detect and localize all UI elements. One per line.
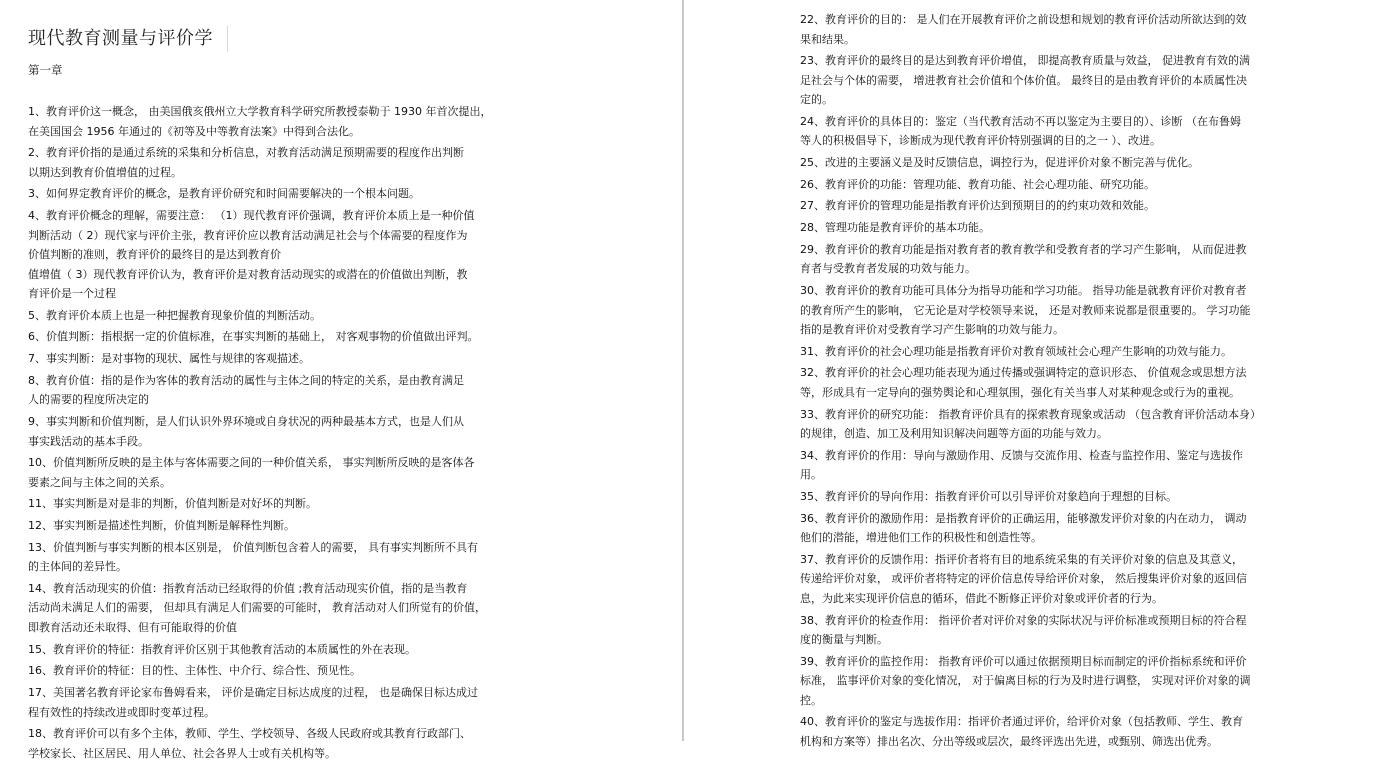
numbered-item: 11、事实判断是对是非的判断，价值判断是对好坏的判断。 <box>28 497 317 511</box>
numbered-item: 16、教育评价的特征：目的性、主体性、中介行、综合性、预见性。 <box>28 664 361 678</box>
document-page-left <box>0 0 682 760</box>
numbered-item: 24、教育评价的具体目的：鉴定（当代教育活动不再以鉴定为主要目的）、诊断 （在布鲁姆 等人的积极倡导下，诊断成为现代教育评价特别强调的目的之一 ）、改进。 <box>800 114 1241 148</box>
numbered-item: 9、事实判断和价值判断，是人们认识外界环境或自身状况的两种最基本方式，也是人们从 事实践活动的基本手段。 <box>28 415 464 448</box>
numbered-item: 28、管理功能是教育评价的基本功能。 <box>800 221 990 235</box>
numbered-item: 15、教育评价的特征：指教育评价区别于其他教育活动的本质属性的外在表现。 <box>28 642 416 656</box>
numbered-item: 39、教育评价的监控作用： 指教育评价可以通过依据预期目标而制定的评价指标系统和评价 标准， 监事评价对象的变化情况， 对于偏离目标的行为及时进行调整， 实现对评价对象的调 控。 <box>800 654 1251 707</box>
numbered-item: 30、教育评价的教育功能可具体分为指导功能和学习功能。 指导功能是就教育评价对教育者 的教育所产生的影响， 它无论是对学校领导来说， 还是对教师来说都是很重要的。 学习功能 指的是教育评价对受教育学习产生影响的功效与能力。 <box>800 284 1251 336</box>
numbered-item: 37、教育评价的反馈作用：指评价者将有目的地系统采集的有关评价对象的信息及其意义， 传递给评价对象， 或评价者将特定的评价信息传导给评价对象， 然后搜集评价对象的返回信 息，为此来实现评价信息的循环，借此不断修正评价对象或评价者的行为。 <box>800 552 1247 605</box>
numbered-item: 32、教育评价的社会心理功能表现为通过传播或强调特定的意识形态、 价值观念或思想方法 等，形成具有一定导向的强势舆论和心理氛围，强化有关当事人对某种观念或行为的重视。 <box>800 366 1247 399</box>
numbered-item: 13、价值判断与事实判断的根本区别是， 价值判断包含着人的需要， 具有事实判断所不具有 的主体间的差异性。 <box>28 540 478 574</box>
numbered-item: 6、价值判断：指根据一定的价值标准，在事实判断的基础上， 对客观事物的价值做出评判。 <box>28 330 479 344</box>
numbered-item: 23、教育评价的最终目的是达到教育评价增值， 即提高教育质量与效益， 促进教育有效的满 足社会与个体的需要， 增进教育社会价值和个体价值。 最终目的是由教育评价的本质属性决 定的。 <box>800 54 1250 107</box>
numbered-item: 33、教育评价的研究功能： 指教育评价具有的探索教育现象或活动 （包含教育评价活动本身） 的规律，创造、加工及利用知识解决问题等方面的功能与效力。 <box>800 407 1261 441</box>
chapter-heading: 第一章 <box>28 63 63 77</box>
numbered-item: 17、美国著名教育评论家布鲁姆看来， 评价是确定目标达成度的过程， 也是确保目标达成过 程有效性的持续改进或即时变革过程。 <box>28 686 478 719</box>
numbered-item: 35、教育评价的导向作用：指教育评价可以引导评价对象趋向于理想的目标。 <box>800 489 1177 503</box>
numbered-item: 40、教育评价的鉴定与选拔作用：指评价者通过评价，给评价对象（包括教师、学生、教育 机构和方案等）排出名次、分出等级或层次，最终评选出先进，或甄别、筛选出优秀。 <box>800 715 1243 748</box>
numbered-item: 36、教育评价的激励作用：是指教育评价的正确运用，能够激发评价对象的内在动力， 调动 他们的潜能，增进他们工作的积极性和创造性等。 <box>800 511 1247 545</box>
numbered-item: 34、教育评价的作用：导向与激励作用、反馈与交流作用、检查与监控作用、鉴定与选拔作 用。 <box>800 448 1243 482</box>
numbered-item: 4、教育评价概念的理解，需要注意： （1）现代教育评价强调，教育评价本质上是一种价值 判断活动（ 2）现代家与评价主张，教育评价应以教育活动满足社会与个体需要的程度作为 价值判断的准则，教育评价的最终目的是达到教育价 值增值（ 3）现代教育评价认为，教育评价是对教育活动现实的或潜在的价值做出判断，教 育评价是一个过程 <box>28 209 475 301</box>
numbered-item: 18、教育评价可以有多个主体，教师、学生、学校领导、各级人民政府或其教育行政部门、 学校家长、社区居民、用人单位、社会各界人士或有关机构等。 <box>28 727 471 760</box>
numbered-item: 5、教育评价本质上也是一种把握教育现象价值的判断活动。 <box>28 308 321 322</box>
numbered-item: 1、教育评价这一概念， 由美国俄亥俄州立大学教育科学研究所教授泰勒于 1930 年首次提出， 在美国国会 1956 年通过的《初等及中等教育法案》中得到合法化。 <box>28 105 492 138</box>
numbered-item: 25、改进的主要涵义是及时反馈信息，调控行为，促进评价对象不断完善与优化。 <box>800 156 1199 170</box>
numbered-item: 38、教育评价的检查作用： 指评价者对评价对象的实际状况与评价标准或预期目标的符合程 度的衡量与判断。 <box>800 613 1247 646</box>
numbered-item: 12、事实判断是描述性判断，价值判断是解释性判断。 <box>28 519 295 533</box>
numbered-item: 26、教育评价的功能：管理功能、教育功能、社会心理功能、研究功能。 <box>800 177 1155 191</box>
document-title: 现代教育测量与评价学 <box>28 26 228 52</box>
numbered-item: 10、价值判断所反映的是主体与客体需要之间的一种价值关系， 事实判断所反映的是客体各 要素之间与主体之间的关系。 <box>28 456 475 489</box>
numbered-item: 7、事实判断：是对事物的现状、属性与规律的客观描述。 <box>28 352 310 366</box>
numbered-item: 22、教育评价的目的： 是人们在开展教育评价之前设想和规划的教育评价活动所欲达到的效 果和结果。 <box>800 13 1247 46</box>
numbered-item: 8、教育价值：指的是作为客体的教育活动的属性与主体之间的特定的关系，是由教育满足 人的需要的程度所决定的 <box>28 373 464 407</box>
numbered-item: 3、如何界定教育评价的概念，是教育评价研究和时间需要解决的一个根本问题。 <box>28 187 420 201</box>
numbered-item: 31、教育评价的社会心理功能是指教育评价对教育领域社会心理产生影响的功效与能力。 <box>800 344 1232 358</box>
numbered-item: 27、教育评价的管理功能是指教育评价达到预期目的的约束功效和效能。 <box>800 199 1155 213</box>
numbered-item: 2、教育评价指的是通过系统的采集和分析信息，对教育活动满足预期需要的程度作出判断 以期达到教育价值增值的过程。 <box>28 146 464 179</box>
numbered-item: 29、教育评价的教育功能是指对教育者的教育教学和受教育者的学习产生影响， 从而促进教 育者与受教育者发展的功效与能力。 <box>800 242 1247 276</box>
numbered-item: 14、教育活动现实的价值：指教育活动已经取得的价值 ;教育活动现实价值，指的是当教育 活动尚未满足人们的需要， 但却具有满足人们需要的可能时， 教育活动对人们所觉有的价值， 即教育活动还未取得、但有可能取得的价值 <box>28 581 486 634</box>
document-page-right <box>684 0 1378 748</box>
right-item-list <box>800 10 1360 754</box>
left-item-list <box>28 102 668 765</box>
